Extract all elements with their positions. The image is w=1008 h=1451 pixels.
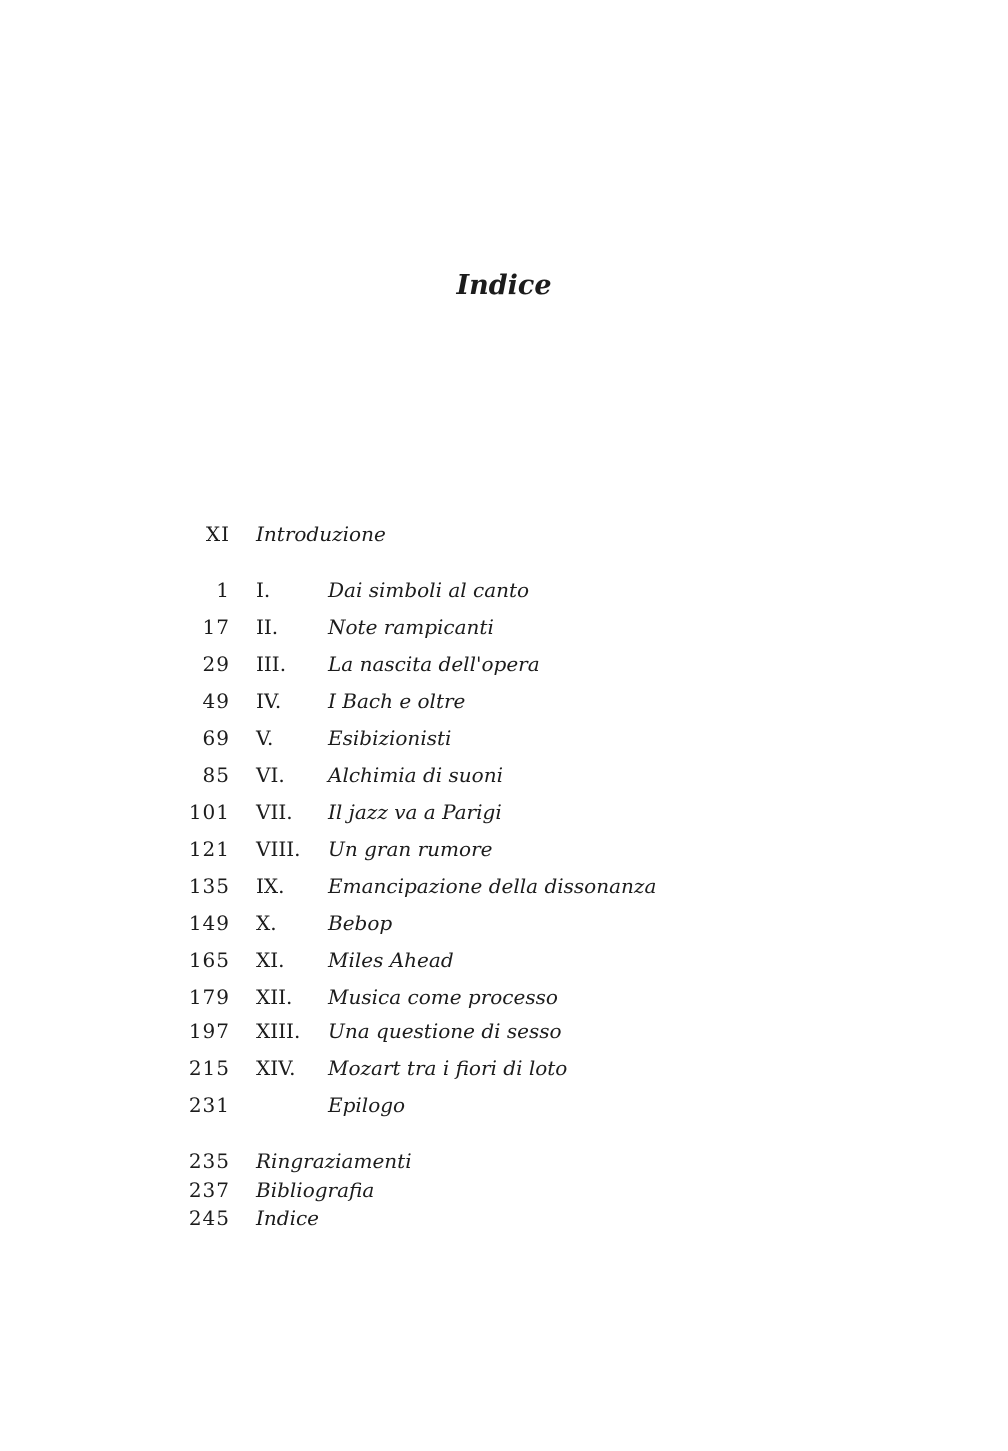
chapter-number: V.	[256, 726, 274, 750]
entry-title: Bebop	[328, 911, 393, 935]
entry-title: Esibizionisti	[328, 726, 452, 750]
toc-entry-bibliografia[interactable]	[0, 1175, 800, 1205]
toc-entry-chapter[interactable]	[0, 982, 800, 1012]
chapter-number: VI.	[256, 763, 285, 787]
entry-title: Ringraziamenti	[256, 1149, 412, 1173]
toc-entry-chapter[interactable]	[0, 871, 800, 901]
page-number: XI	[205, 522, 230, 546]
page-number: 17	[202, 615, 230, 639]
entry-title: Miles Ahead	[328, 948, 454, 972]
toc-entry-chapter[interactable]	[0, 760, 800, 790]
page-number: 101	[188, 800, 230, 824]
toc-entry-chapter[interactable]	[0, 649, 800, 679]
entry-title: Bibliografia	[256, 1178, 375, 1202]
chapter-number: XI.	[256, 948, 285, 972]
entry-title: Introduzione	[256, 522, 386, 546]
chapter-number: VIII.	[256, 837, 301, 861]
entry-title: Il jazz va a Parigi	[328, 800, 502, 824]
toc-entry-chapter[interactable]	[0, 797, 800, 827]
page-number: 165	[188, 948, 230, 972]
page-number: 215	[188, 1056, 230, 1080]
chapter-number: XIII.	[256, 1019, 301, 1043]
page-number: 149	[188, 911, 230, 935]
entry-title: Mozart tra i fiori di loto	[328, 1056, 568, 1080]
chapter-number: VII.	[256, 800, 293, 824]
page-number: 179	[188, 985, 230, 1009]
chapter-number: II.	[256, 615, 279, 639]
toc-entry-chapter[interactable]	[0, 686, 800, 716]
chapter-number: X.	[256, 911, 277, 935]
toc-entry-chapter[interactable]	[0, 612, 800, 642]
entry-title: Musica come processo	[328, 985, 558, 1009]
page-number: 237	[188, 1178, 230, 1202]
page-number: 121	[188, 837, 230, 861]
toc-entry-chapter[interactable]	[0, 723, 800, 753]
entry-title: Una questione di sesso	[328, 1019, 562, 1043]
toc-entry-ringraziamenti[interactable]	[0, 1146, 800, 1176]
page-number: 135	[188, 874, 230, 898]
entry-title: Un gran rumore	[328, 837, 493, 861]
entry-title: Indice	[256, 1206, 320, 1230]
page-number: 1	[216, 578, 230, 602]
toc-entry-introduzione[interactable]	[0, 519, 800, 549]
page-title: Indice	[456, 270, 552, 302]
toc-entry-indice[interactable]	[0, 1203, 800, 1233]
toc-entry-chapter[interactable]	[0, 1053, 800, 1083]
entry-title: Dai simboli al canto	[328, 578, 530, 602]
page-number: 29	[202, 652, 230, 676]
chapter-number: XIV.	[256, 1056, 296, 1080]
toc-entry-chapter[interactable]	[0, 945, 800, 975]
page-number: 231	[188, 1093, 230, 1117]
page-number: 49	[202, 689, 230, 713]
chapter-number: III.	[256, 652, 287, 676]
page-number: 69	[202, 726, 230, 750]
toc-entry-epilogo[interactable]	[0, 1090, 800, 1120]
page-number: 245	[188, 1206, 230, 1230]
toc-entry-chapter[interactable]	[0, 1016, 800, 1046]
toc-entry-chapter[interactable]	[0, 908, 800, 938]
entry-title: I Bach e oltre	[328, 689, 466, 713]
toc-entry-chapter[interactable]	[0, 575, 800, 605]
page-number: 197	[188, 1019, 230, 1043]
chapter-number: IV.	[256, 689, 282, 713]
chapter-number: XII.	[256, 985, 293, 1009]
chapter-number: I.	[256, 578, 271, 602]
toc-entry-chapter[interactable]	[0, 834, 800, 864]
entry-title: Note rampicanti	[328, 615, 494, 639]
entry-title: Alchimia di suoni	[328, 763, 503, 787]
page-number: 235	[188, 1149, 230, 1173]
chapter-number: IX.	[256, 874, 285, 898]
entry-title: La nascita dell'opera	[328, 652, 540, 676]
entry-title: Emancipazione della dissonanza	[328, 874, 657, 898]
page-number: 85	[202, 763, 230, 787]
entry-title: Epilogo	[328, 1093, 406, 1117]
